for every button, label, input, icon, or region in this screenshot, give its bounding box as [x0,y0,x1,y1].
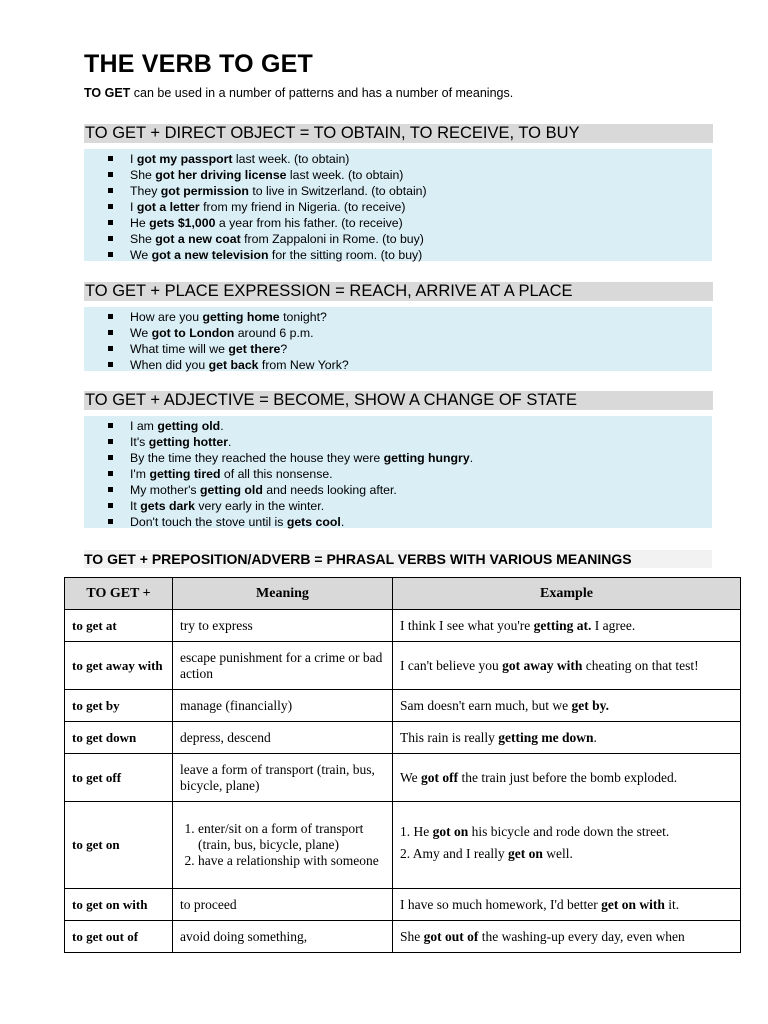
list-item [84,215,712,231]
bullet-icon [108,252,113,257]
list-item [84,466,712,482]
example-line [400,824,733,840]
list-item-text: What time will we [130,342,229,356]
list-item [84,482,712,498]
list-item-text: . [220,419,224,433]
list-item-text: She [130,232,156,246]
list-item-text: last week. (to obtain) [286,168,404,182]
example-bold: got on [432,824,469,839]
example-bold: get by. [571,697,610,713]
list-item [84,434,712,450]
example-bold: got away with [502,657,583,673]
bullet-icon [108,503,113,508]
term-cell: to get on [65,802,173,889]
bullet-icon [108,204,113,209]
example-text: the washing-up every day, even when [478,929,685,944]
list-item [84,247,712,263]
term-cell: to get on with [65,889,173,921]
example-text: 1. He [400,824,433,839]
list-item-text: last week. (to obtain) [232,152,350,166]
header-to-get: TO GET + [65,578,173,610]
list-item-text: I am [130,419,158,433]
table-row [65,610,741,642]
header-meaning: Meaning [173,578,393,610]
list-item-bold: gets dark [140,499,195,513]
example-cell [393,722,741,754]
example-cell [393,889,741,921]
list-item-text: and needs looking after. [262,483,397,497]
example-text: I have so much homework, I'd better [400,896,602,912]
list-item-bold: getting old [200,483,263,497]
table-header-row [65,578,741,610]
header-example: Example [393,578,741,610]
example-text: cheating on that test! [582,657,699,673]
list-item-bold: got her driving license [155,168,287,182]
list-item-bold: getting old [157,419,221,433]
intro-bold: TO GET [84,86,131,100]
example-cell [393,754,741,802]
example-text: I can't believe you [400,657,503,673]
term-cell: to get at [65,610,173,642]
table-row [65,921,741,953]
meaning-cell: depress, descend [173,722,393,754]
term-cell: to get out of [65,921,173,953]
list-item-text: I [130,200,137,214]
list-item-text: . [469,451,474,465]
example-text: I agree. [591,617,636,633]
term-cell: to get away with [65,642,173,690]
meaning-cell: manage (financially) [173,690,393,722]
list-item-bold: got a letter [136,200,200,214]
list-item [84,309,712,325]
list-item [84,231,712,247]
example-text: Sam doesn't earn much, but we [400,697,572,713]
bullet-icon [108,362,113,367]
section-heading-place-expression: TO GET + PLACE EXPRESSION = REACH, ARRIVE AT A PLACE [84,282,713,301]
meaning-cell: avoid doing something, [173,921,393,953]
table-row [65,642,741,690]
table-row [65,889,741,921]
phrasal-verbs-heading: TO GET + PREPOSITION/ADVERB = PHRASAL VERBS WITH VARIOUS MEANINGS [84,550,712,568]
meaning-cell: to proceed [173,889,393,921]
section-list-adjective [84,416,712,528]
example-text: well. [542,846,573,861]
example-line [400,846,733,862]
list-item-text: of all this nonsense. [220,467,333,481]
example-text: I think I see what you're [400,617,534,633]
list-item-text: from Zappaloni in Rome. (to buy) [240,232,424,246]
list-item-text: They [130,184,161,198]
list-item-text: around 6 p.m. [234,326,314,340]
list-item-text: for the sitting room. (to buy) [268,248,423,262]
bullet-icon [108,455,113,460]
list-item-text: . [340,515,345,529]
meaning-list-item: 2. have a relationship with someone [198,853,385,869]
list-item-bold: getting hungry [383,451,470,465]
list-item [84,151,712,167]
list-item-bold: got a new television [151,248,269,262]
list-item-text: . [227,435,232,449]
example-bold: got out of [423,929,479,944]
example-text: We [400,769,422,785]
example-cell [393,642,741,690]
list-item [84,183,712,199]
list-item-bold: get there [228,342,281,356]
list-item-text: We [130,326,152,340]
bullet-icon [108,439,113,444]
meaning-cell: try to express [173,610,393,642]
list-item-text: from my friend in Nigeria. (to receive) [199,200,406,214]
example-text: This rain is really [400,729,499,745]
list-item-text: Don't touch the stove until is [130,515,287,529]
bullet-icon [108,314,113,319]
bullet-icon [108,519,113,524]
list-item-bold: got a new coat [155,232,241,246]
table-row [65,722,741,754]
bullet-icon [108,156,113,161]
example-cell [393,610,741,642]
section-heading-direct-object: TO GET + DIRECT OBJECT = TO OBTAIN, TO RECEIVE, TO BUY [84,124,713,143]
meaning-cell [173,802,393,889]
example-bold: get on with [601,896,665,912]
example-text: it. [664,896,680,912]
bullet-icon [108,487,113,492]
table-row [65,754,741,802]
list-item-text: from New York? [258,358,349,372]
list-item [84,341,712,357]
example-text: She [400,929,424,944]
meaning-cell: escape punishment for a crime or bad action [173,642,393,690]
bullet-icon [108,220,113,225]
example-bold: getting me down [498,729,594,745]
term-cell: to get down [65,722,173,754]
bullet-icon [108,172,113,177]
example-cell [393,802,741,889]
list-item-bold: getting tired [149,467,221,481]
example-bold: getting at. [533,617,592,633]
page-title: THE VERB TO GET [84,50,313,78]
intro-rest: can be used in a number of patterns and has a number of meanings. [130,86,514,100]
example-cell [393,921,741,953]
list-item [84,514,712,530]
list-item-text: tonight? [279,310,327,324]
bullet-icon [108,471,113,476]
list-item-text: a year from his father. (to receive) [215,216,403,230]
example-text: 2. Amy and I really [400,846,508,861]
term-cell: to get off [65,754,173,802]
list-item [84,167,712,183]
list-item-bold: gets cool [286,515,341,529]
list-item [84,418,712,434]
list-item-text: It [130,499,141,513]
list-item-bold: get back [208,358,259,372]
list-item-text: She [130,168,156,182]
example-bold: get on [507,846,543,861]
list-item [84,325,712,341]
list-item-text: He [130,216,150,230]
list-item [84,199,712,215]
list-item [84,450,712,466]
meaning-list-item: 1. enter/sit on a form of transport (train, bus, bicycle, plane) [198,821,385,853]
list-item-bold: got my passport [136,152,233,166]
list-item-bold: got permission [160,184,249,198]
list-item-text: When did you [130,358,209,372]
list-item-text: My mother's [130,483,200,497]
bullet-icon [108,188,113,193]
example-text: the train just before the bomb exploded. [458,769,678,785]
bullet-icon [108,423,113,428]
section-heading-adjective: TO GET + ADJECTIVE = BECOME, SHOW A CHANGE OF STATE [84,391,713,410]
section-list-place-expression [84,307,712,371]
list-item-text: ? [280,342,288,356]
example-text: . [593,729,597,745]
list-item-text: to live in Switzerland. (to obtain) [248,184,427,198]
table-row [65,802,741,889]
term-cell: to get by [65,690,173,722]
section-list-direct-object [84,149,712,261]
meaning-cell: leave a form of transport (train, bus, bicycle, plane) [173,754,393,802]
list-item-text: very early in the winter. [194,499,325,513]
bullet-icon [108,236,113,241]
list-item-text: It's [130,435,149,449]
phrasal-verbs-table [64,577,741,953]
list-item-bold: getting hotter [148,435,228,449]
list-item [84,498,712,514]
list-item-text: I'm [130,467,150,481]
list-item-text: We [130,248,152,262]
list-item-bold: got to London [151,326,235,340]
meaning-list [180,821,385,869]
list-item-text: How are you [130,310,203,324]
list-item-text: I [130,152,137,166]
bullet-icon [108,346,113,351]
list-item-text: By the time they reached the house they were [130,451,384,465]
table-row [65,690,741,722]
list-item-bold: gets $1,000 [149,216,216,230]
intro-text [84,86,513,100]
list-item [84,357,712,373]
example-text: his bicycle and rode down the street. [468,824,670,839]
list-item-bold: getting home [202,310,280,324]
example-cell [393,690,741,722]
example-bold: got off [421,769,459,785]
bullet-icon [108,330,113,335]
